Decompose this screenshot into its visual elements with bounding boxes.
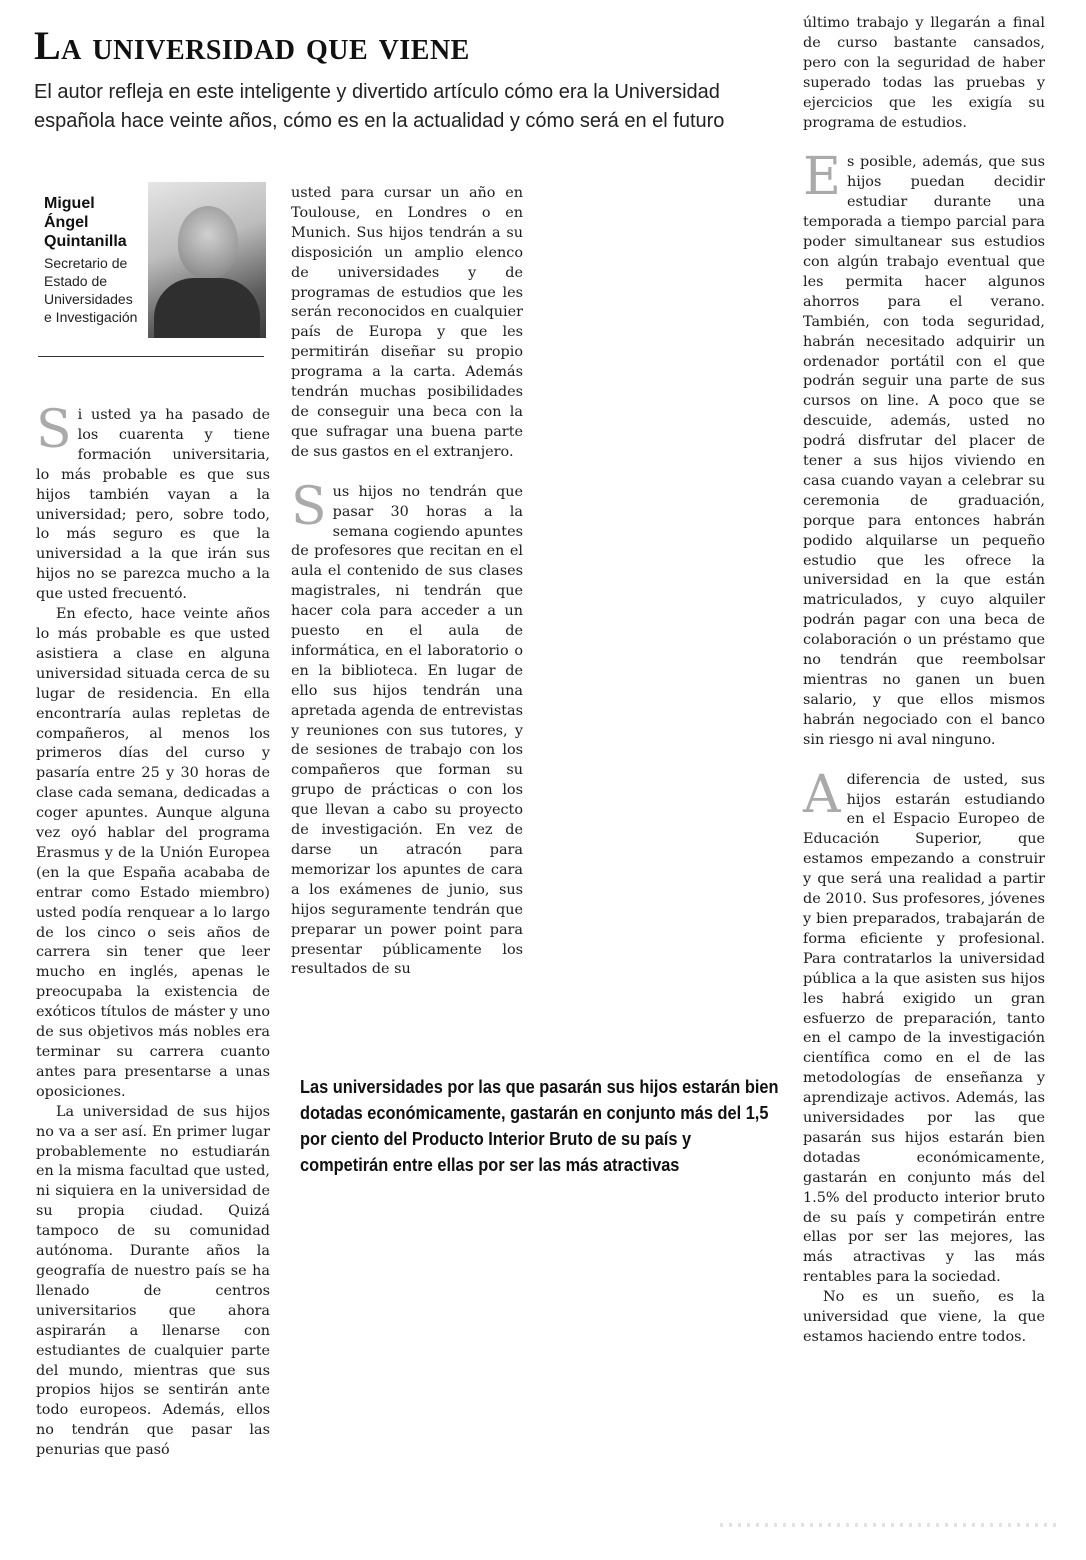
paragraph: La universidad de sus hijos no va a ser así. En primer lugar probablemente no estudiarán en la misma facultad que usted, ni siquiera en la universidad de su propia ciudad. Quizá tampoco de su comunidad autónoma. Durante años la geografía de nuestro país se ha llenado de centros universitarios que ahora aspirarán a llenarse con estudiantes de cualquier parte del mundo, mientras que sus propios hijos se sentirán ante todo europeos. Además, ellos no tendrán que pasar las penurias que pasó [36,1103,270,1459]
column-3 [803,14,1045,1348]
scan-edge-noise [720,1523,1060,1527]
article-lead: El autor refleja en este inteligente y divertido artículo cómo era la Universidad española hace veinte años, cómo es en la actualidad y cómo será en el futuro [34,81,725,132]
column-2 [291,184,523,980]
drop-cap: A [803,764,841,825]
author-byline [38,182,266,338]
article-title: La universidad que viene [34,23,470,68]
paragraph [803,764,1045,1289]
author-role: Secretario de Estado de Universidades e Investigación [44,255,138,325]
paragraph-text: us hijos no tendrán que pasar 30 horas a la semana cogiendo apuntes de profesores que recitan en el aula el contenido de sus clases magistrales, ni tendrán que hacer cola para acceder a un puesto en el aula de informática, en el laboratorio o en la biblioteca. En lugar de ello sus hijos tendrán una apretada agenda de entrevistas y reuniones con sus tutores, y de sesiones de trabajo con los compañeros que forman su grupo de prácticas o con los que llevan a cabo su proyecto de investigación. En vez de darse un atracón para memorizar los apuntes de cara a los exámenes de junio, sus hijos seguramente tendrán que preparar un power point para presentar públicamente los resultados de su [291,483,523,978]
author-name: Miguel Ángel Quintanilla [44,195,127,250]
column-1 [36,400,270,1461]
drop-cap: E [803,147,841,208]
paragraph-text: diferencia de usted, sus hijos estarán estudiando en el Espacio Europeo de Educación Superior, que estamos empezando a construir y que será una realidad a partir de 2010. Sus profesores, jóvenes y bien preparados, trabajarán de forma eficiente y profesional. Para contratarlos la universidad pública a la que asisten sus hijos les habrá exigido un gran esfuerzo de preparación, tanto en el campo de la investigación científica como en el de las metodologías de enseñanza y aprendizaje activos. Además, las universidades por las que pasarán sus hijos estarán bien dotadas económicamente, gastarán en conjunto más del 1.5% del producto interior bruto de su país y competirán entre ellas por ser las mejores, las más atractivas y las más rentables para la sociedad. [803,771,1045,1286]
paragraph-text: i usted ya ha pasado de los cuarenta y tiene formación universitaria, lo más probable es que sus hijos también vayan a la universidad; pero, sobre todo, lo más seguro es que la universidad a la que irán sus hijos no se parezca mucho a la que usted frecuentó. [36,407,270,603]
paragraph-text: s posible, además, que sus hijos puedan decidir estudiar durante una temporada a tiempo parcial para poder simultanear sus estudios con algún trabajo eventual que les permita hacer algunos ahorros para el verano. También, con toda seguridad, habrán necesitado adquirir un ordenador portátil con el que podrán seguir una parte de sus cursos on line. A poco que se descuide, además, usted no podrá disfrutar del placer de tener a sus hijos viviendo en casa cuando vayan a celebrar su ceremonia de graduación, porque para entonces habrán podido alquilarse un pequeño estudio que les ofrece la universidad en la que están matriculados, y cuyo alquiler podrán pagar con una beca de colaboración o un préstamo que no tendrán que reembolsar mientras no ganen un buen salario, y que ellos mismos habrán negociado con el banco sin riesgo ni aval ninguno. [803,154,1045,748]
author-photo-face [178,206,238,278]
author-photo [148,182,266,338]
drop-cap: S [291,476,327,537]
paragraph [36,400,270,605]
paragraph: En efecto, hace veinte años lo más probable es que usted asistiera a clase en alguna universidad situada cerca de su lugar de residencia. En ella encontraría aulas repletas de compañeros, al menos los primeros días del curso y pasaría entre 25 y 30 horas de clase cada semana, dedicadas a coger apuntes. Aunque alguna vez oyó hablar del programa Erasmus y de la Unión Europea (en la que España acababa de entrar como Estado miembro) usted podía renquear a lo largo de los cinco o seis años de carrera sin tener que leer mucho en inglés, apenas le preocupaba la existencia de exóticos títulos de máster y uno de sus objetivos más nobles era terminar su carrera cuanto antes para presentarse a unas oposiciones. [36,606,270,1100]
paragraph: usted para cursar un año en Toulouse, en Londres o en Munich. Sus hijos tendrán a su disposición un amplio elenco de universidades y de programas de estudios que les serán reconocidos en cualquier país de Europa y que les permitirán diseñar su propio programa a la carta. Además tendrán muchas posibilidades de conseguir una beca con la que sufragar una buena parte de sus gastos en el extranjero. [291,185,523,460]
paragraph: último trabajo y llegarán a final de curso bastante cansados, pero con la seguridad de haber superado todas las pruebas y ejercicios que les exigía su programa de estudios. [803,15,1045,131]
byline-divider [38,356,264,357]
paragraph [803,147,1045,750]
drop-cap: S [36,400,72,460]
paragraph: No es un sueño, es la universidad que viene, la que estamos haciendo entre todos. [803,1289,1045,1345]
pull-quote: Las universidades por las que pasarán sus hijos estarán bien dotadas económicamente, gastarán en conjunto más del 1,5 por ciento del Producto Interior Bruto de su país y competirán entre ellas por ser las más atractivas [300,1077,779,1175]
paragraph [291,476,523,981]
author-photo-suit [154,278,260,338]
